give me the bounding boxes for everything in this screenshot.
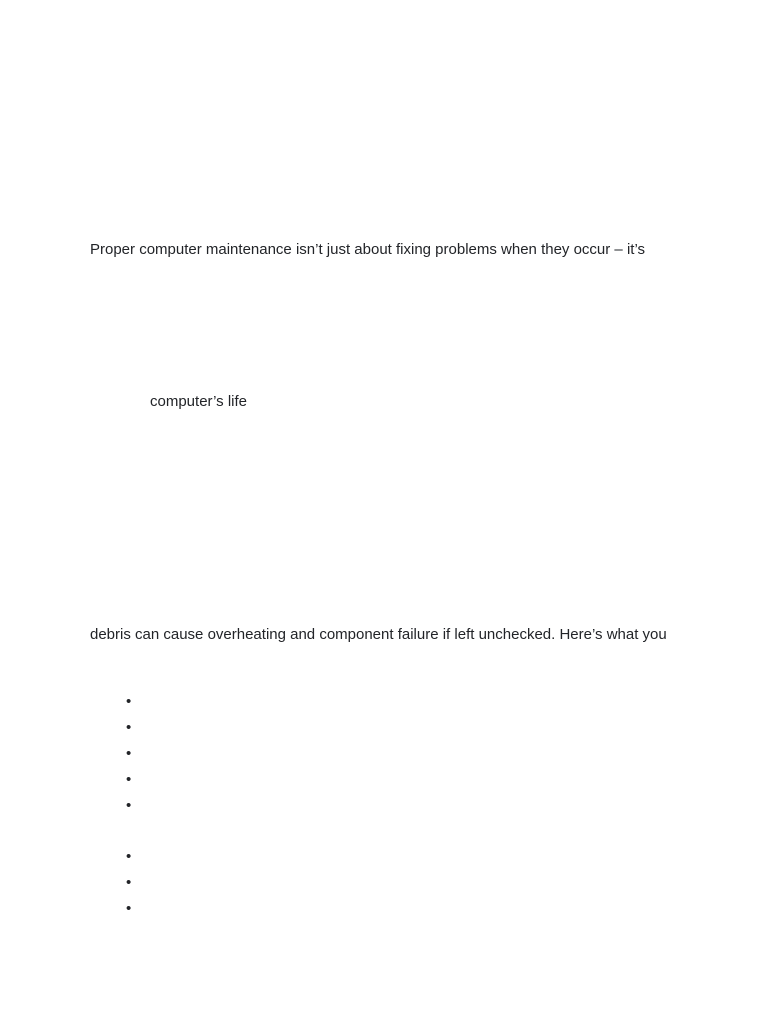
paragraph-line-intro: Proper computer maintenance isn’t just about fixing problems when they occur – it’s: [90, 241, 646, 258]
bullet-list-second: [126, 844, 136, 922]
paragraph-line-debris: debris can cause overheating and component failure if left unchecked. Here’s what you: [90, 626, 667, 643]
bullet-item: [126, 896, 136, 922]
bullet-item: [126, 767, 136, 793]
bullet-item: [126, 793, 136, 819]
bullet-item: [126, 844, 136, 870]
bullet-item: [126, 741, 136, 767]
bullet-item: [126, 870, 136, 896]
paragraph-line-computer-life: computer’s life: [150, 393, 247, 410]
bullet-item: [126, 689, 136, 715]
bullet-list-first: [126, 689, 136, 819]
bullet-item: [126, 715, 136, 741]
